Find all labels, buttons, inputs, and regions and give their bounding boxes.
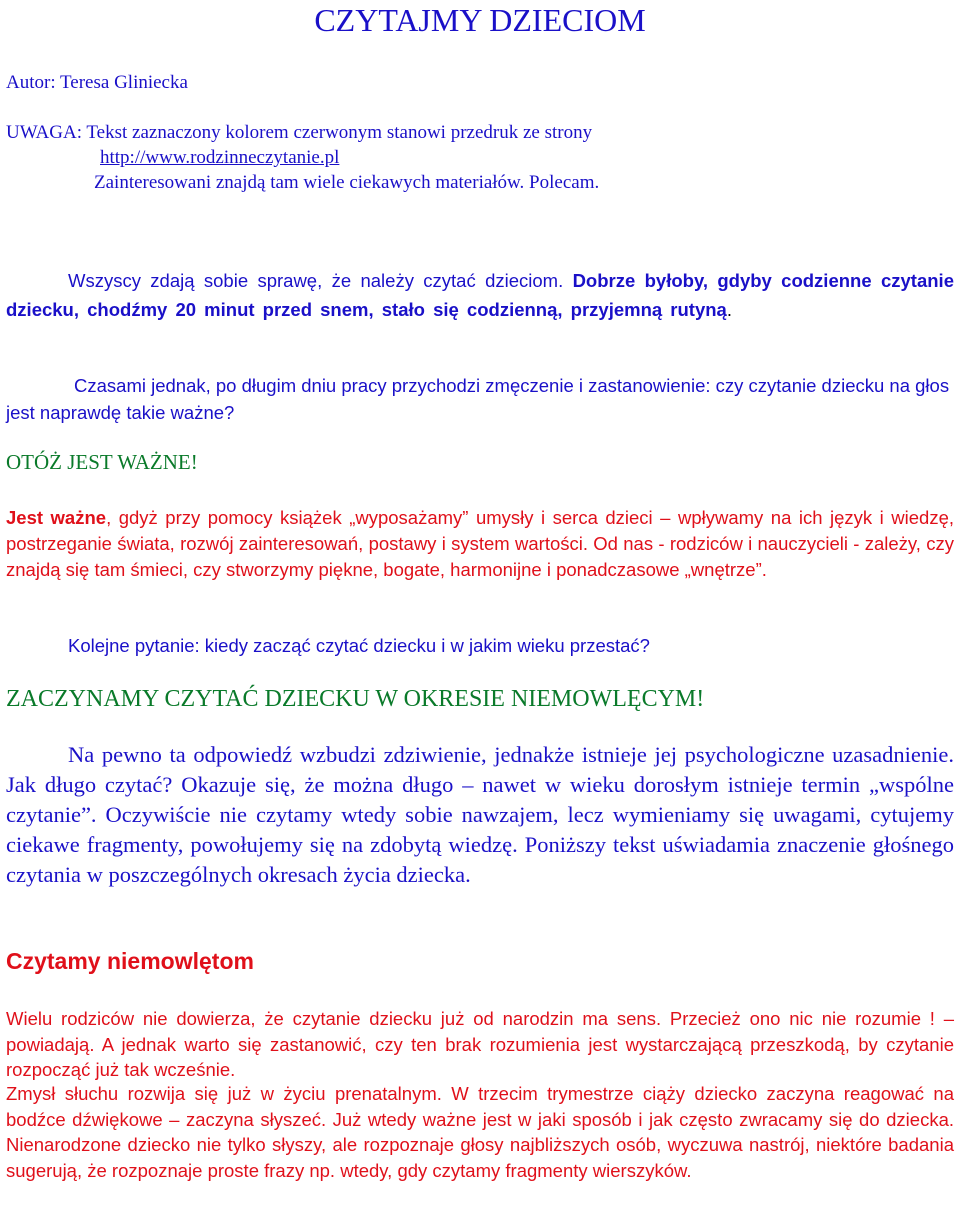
author-line: Autor: Teresa Gliniecka (6, 72, 188, 93)
notice-line-3: Zainteresowani znajdą tam wiele ciekawych materiałów. Polecam. (94, 172, 600, 193)
infants-paragraph-1: Wielu rodziców nie dowierza, że czytanie dziecku już od narodzin ma sens. Przecież ono nic nie rozumie ! – powiadają. A jednak warto się zastanowić, czy ten brak rozumienia jest wystarczającą przeszkodą, by czytanie rozpocząć już tak wcześnie. (6, 1008, 954, 1080)
important-text: , gdyż przy pomocy książek „wyposażamy” umysły i serca dzieci – wpływamy na ich język i wiedzę, postrzeganie świata, rozwój zainteresowań, postawy i system wartości. Od nas - rodziców i nauczycieli - zależy, czy znajdą się tam śmieci, czy stworzymy piękne, bogate, harmonijne i ponadczasowe „wnętrze”. (6, 507, 954, 580)
source-link[interactable]: http://www.rodzinneczytanie.pl (100, 147, 340, 168)
notice-line (6, 120, 946, 145)
heading-niemowletom: Czytamy niemowlętom (6, 948, 254, 974)
intro-end: . (726, 299, 732, 320)
notice-label: UWAGA: (6, 122, 82, 143)
intro-bold: Dobrze byłoby, gdyby codzienne czytanie dziecku, chodźmy 20 minut przed snem, stało się codzienną, przyjemną rutyną (6, 270, 954, 320)
paragraph-2: Czasami jednak, po długim dniu pracy przychodzi zmęczenie i zastanowienie: czy czytanie dziecku na głos jest naprawdę takie ważne? (6, 375, 950, 423)
heading-zaczynamy: ZACZYNAMY CZYTAĆ DZIECKU W OKRESIE NIEMOWLĘCYM! (6, 686, 705, 712)
infants-paragraph-2: Zmysł słuchu rozwija się już w życiu prenatalnym. W trzecim trymestrze ciąży dziecko zaczyna reagować na bodźce dźwiękowe – zaczyna słyszeć. Już wtedy ważne jest w jaki sposób i jak często zwracamy się do dziecka. Nienarodzone dziecko nie tylko słyszy, ale rozpoznaje głosy najbliższych osób, wyczuwa nastrój, niektóre badania sugerują, że rozpoznaje proste frazy np. wtedy, gdy czytamy fragmenty wierszyków. (6, 1083, 954, 1181)
answer-paragraph: Na pewno ta odpowiedź wzbudzi zdziwienie, jednakże istnieje jej psychologiczne uzasadnienie. Jak długo czytać? Okazuje się, że można długo – nawet w wieku dorosłym istnieje termin „wspólne czytanie”. Oczywiście nie czytamy wtedy sobie nawzajem, lecz wymieniamy się uwagami, cytujemy ciekawe fragmenty, powołujemy się na zdobytą wiedzę. Poniższy tekst uświadamia znaczenie głośnego czytania w poszczególnych okresach życia dziecka. (6, 742, 954, 887)
intro-paragraph (6, 266, 954, 324)
heading-otoz: OTÓŻ JEST WAŻNE! (6, 450, 198, 474)
intro-normal: Wszyscy zdają sobie sprawę, że należy czytać dzieciom. (68, 270, 573, 291)
notice-link-line (6, 145, 946, 170)
important-bold: Jest ważne (6, 507, 107, 528)
notice-block (6, 120, 946, 195)
page-title: CZYTAJMY DZIECIOM (314, 2, 646, 38)
question-line: Kolejne pytanie: kiedy zacząć czytać dziecku i w jakim wieku przestać? (68, 635, 650, 656)
important-paragraph (6, 505, 954, 583)
notice-text: Tekst zaznaczony kolorem czerwonym stanowi przedruk ze strony (82, 122, 593, 143)
